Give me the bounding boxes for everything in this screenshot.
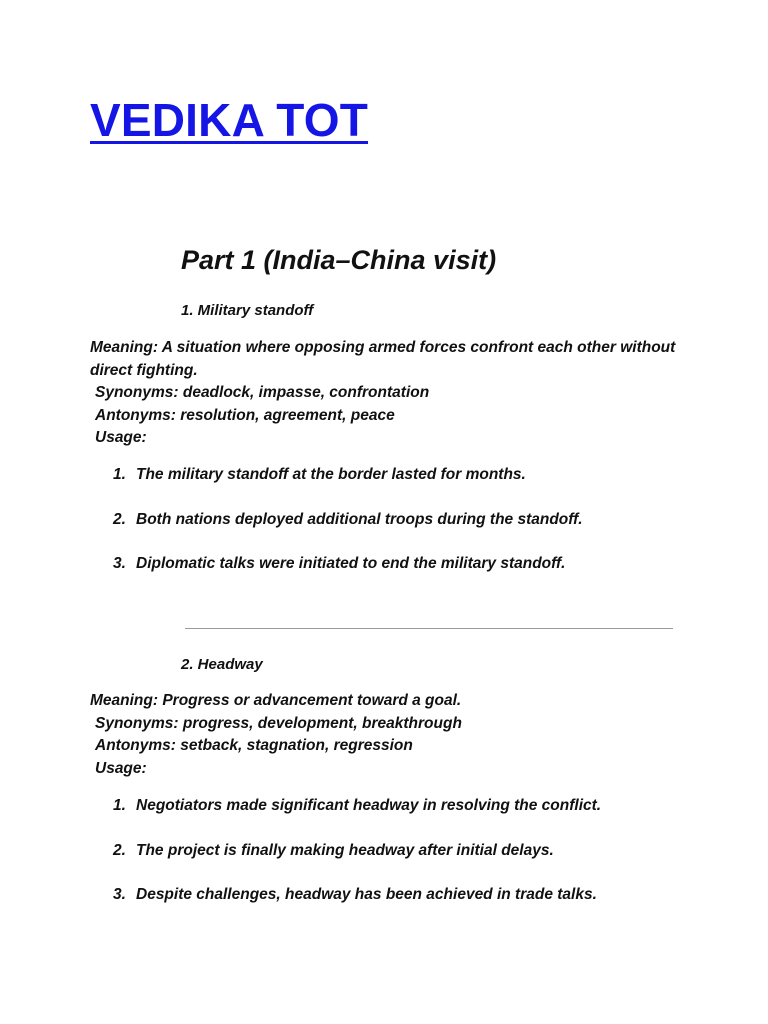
list-item-number: 3. [113, 886, 126, 903]
list-item-number: 3. [113, 555, 126, 572]
list-item-number: 1. [113, 797, 126, 814]
list-item [113, 885, 713, 905]
term-info-headway [90, 690, 690, 780]
term-info-military-standoff [90, 337, 690, 450]
usage-list-headway [113, 796, 713, 930]
meaning-text: Meaning: Progress or advancement toward a goal. [90, 692, 462, 709]
antonyms-text: Antonyms: setback, stagnation, regression [95, 737, 413, 754]
list-item-number: 2. [113, 510, 126, 528]
list-item [113, 465, 713, 485]
term-heading-headway: 2. Headway [181, 656, 263, 673]
synonyms-text: Synonyms: progress, development, breakthrough [95, 714, 462, 732]
list-item-number: 1. [113, 466, 126, 483]
antonyms-text: Antonyms: resolution, agreement, peace [95, 406, 395, 424]
term-heading-military-standoff: 1. Military standoff [181, 302, 314, 319]
meaning-text: Meaning: A situation where opposing armed forces confront each other without direct fighting. [90, 339, 676, 379]
list-item [113, 841, 713, 861]
list-item [113, 796, 713, 816]
part-heading: Part 1 (India–China visit) [181, 245, 497, 275]
list-item [113, 510, 713, 530]
document-title-link[interactable]: VEDIKA TOT [90, 94, 369, 146]
list-item-text: Negotiators made significant headway in resolving the conflict. [136, 797, 602, 814]
usage-list-military-standoff [113, 465, 713, 599]
list-item-text: The project is finally making headway after initial delays. [136, 841, 554, 859]
usage-label: Usage: [95, 759, 147, 777]
section-divider [185, 628, 673, 629]
list-item-number: 2. [113, 841, 126, 859]
list-item-text: Despite challenges, headway has been achieved in trade talks. [136, 886, 597, 903]
list-item-text: Both nations deployed additional troops during the standoff. [136, 510, 583, 528]
synonyms-text: Synonyms: deadlock, impasse, confrontation [95, 384, 430, 401]
usage-label: Usage: [95, 429, 147, 446]
list-item [113, 554, 713, 574]
list-item-text: Diplomatic talks were initiated to end the military standoff. [136, 555, 566, 572]
list-item-text: The military standoff at the border lasted for months. [136, 466, 526, 483]
